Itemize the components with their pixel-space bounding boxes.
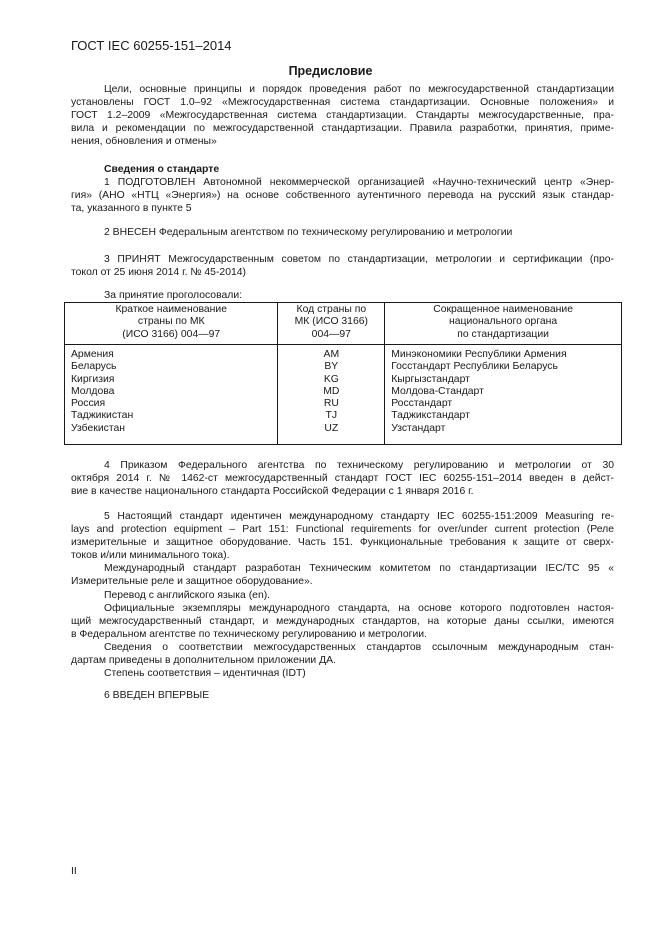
text-line: 5 Настоящий стандарт идентичен международному стандарту IEC 60255-151:2009 Measuring re- [104, 511, 614, 522]
table-cell: Узбекистан [71, 422, 125, 434]
table-cell: KG [323, 373, 339, 385]
table-cell: Киргизия [71, 373, 115, 385]
header-line: (ИСО 3166) 004—97 [122, 328, 221, 340]
header-country-code [278, 303, 385, 345]
header-line: страны по МК [137, 316, 205, 328]
table-cell: Росстандарт [391, 398, 453, 410]
country-name-column [65, 345, 278, 445]
item-3-paragraph [71, 253, 614, 279]
header-line: Код страны по [296, 304, 367, 315]
text-line: Сведения о соответствии межгосударственных стандартов ссылочным международным стан- [104, 641, 614, 653]
standards-body-column [385, 345, 622, 445]
table-cell: Таджикстандарт [391, 410, 470, 422]
table-cell: Армения [71, 349, 114, 360]
table-cell: Минэкономики Республики Армения [391, 349, 567, 360]
header-line: 004—97 [311, 328, 351, 340]
table-cell: MD [323, 385, 340, 397]
table-cell: RU [323, 398, 339, 410]
text-line: установлены ГОСТ 1.0–92 «Межгосударственная система стандартизации. Основные положения» и [71, 97, 614, 109]
vote-caption [71, 289, 614, 302]
text-line: вие в качестве национального стандарта Российской Федерации с 1 января 2016 г. [71, 486, 474, 498]
header-country-name [65, 303, 278, 345]
table-cell: Беларусь [71, 361, 117, 373]
table-cell: Таджикистан [71, 410, 134, 422]
page-title: Предисловие [288, 64, 373, 78]
table-header-row [65, 303, 622, 345]
text-line: в Федеральном агентстве по техническому регулированию и метрологии. [71, 628, 427, 640]
table-cell: TJ [325, 410, 338, 422]
voting-table [64, 302, 622, 445]
text-line: гия» (АНО «НТЦ «Энергия») на основе собственного аутентичного перевода на русский язык стандар- [71, 190, 614, 202]
text-line: Измерительные реле и защитное оборудование». [71, 576, 313, 588]
table-cell: BY [324, 361, 339, 373]
text-line: 3 ПРИНЯТ Межгосударственным советом по стандартизации, метрологии и сертификации (про- [104, 254, 614, 265]
page-number: II [71, 866, 77, 877]
text-line: ГОСТ 1.2–2009 «Межгосударственная система стандартизации. Стандарты межгосударственные, пра- [71, 110, 614, 122]
text-line: Международный стандарт разработан Техническим комитетом по стандартизации IEC/TC 95 « [104, 563, 614, 575]
text-line: токов и/или минимального тока). [71, 550, 230, 562]
item-2-paragraph [71, 226, 614, 239]
text-line: дартам приведены в дополнительном приложении ДА. [71, 655, 336, 667]
item-6-paragraph [71, 689, 614, 702]
text-line: 1 ПОДГОТОВЛЕН Автономной некоммерческой организацией «Научно-технический центр «Энер- [104, 177, 614, 189]
item-4-paragraph [71, 459, 614, 498]
text-line: Официальные экземпляры международного стандарта, на основе которого подготовлен настоя- [104, 602, 614, 614]
header-line: по стандартизации [457, 328, 549, 340]
text-line: та, указанного в пункте 5 [71, 203, 192, 215]
table-cell: Кыргызстандарт [391, 373, 470, 385]
section-heading: Сведения о стандарте [104, 164, 220, 175]
table-cell: Молдова [71, 385, 115, 397]
text-line: 6 ВВЕДЕН ВПЕРВЫЕ [104, 690, 210, 701]
table-cell: Узстандарт [391, 422, 446, 434]
text-line: Цели, основные принципы и порядок проведения работ по межгосударственной стандартизации [104, 84, 614, 95]
text-line: нения, обновления и отмены» [71, 136, 217, 148]
table-cell: Молдова-Стандарт [391, 385, 484, 397]
intro-paragraph [71, 83, 614, 148]
standard-info-section [71, 163, 614, 215]
text-line: Перевод с английского языка (en). [104, 589, 271, 601]
table-cell: Госстандарт Республики Беларусь [391, 361, 558, 373]
text-line: вила и рекомендации по межгосударственной стандартизации. Правила разработки, принятия, приме- [71, 123, 614, 135]
table-body-row [65, 345, 622, 445]
country-code-column [278, 345, 385, 445]
text-line: Степень соответствия – идентичная (IDT) [104, 668, 306, 680]
header-line: Сокращенное наименование [433, 304, 573, 315]
text-line: токол от 25 июня 2014 г. № 45-2014) [71, 267, 246, 279]
item-5-paragraph [71, 510, 614, 680]
table-cell: AM [323, 349, 340, 360]
table-cell: UZ [324, 422, 339, 434]
text-line: За принятие проголосовали: [104, 290, 243, 301]
text-line: октября 2014 г. № 1462-ст межгосударственный стандарт ГОСТ IEC 60255-151–2014 введен в дейст- [71, 473, 614, 485]
header-line: МК (ИСО 3166) [294, 316, 368, 328]
header-standards-body [385, 303, 622, 345]
header-line: Краткое наименование [115, 304, 227, 315]
table-cell: Россия [71, 398, 106, 410]
document-header: ГОСТ IEC 60255-151–2014 [71, 38, 232, 53]
text-line: щий межгосударственный стандарт, и международных стандартов, на которые даны ссылки, имеются [71, 615, 614, 627]
text-line: 4 Приказом Федерального агентства по техническому регулированию и метрологии от 30 [104, 460, 614, 471]
text-line: 2 ВНЕСЕН Федеральным агентством по техническому регулированию и метрологии [104, 227, 513, 238]
text-line: измерительные и защитное оборудование. Часть 151. Функциональные требования к защите от сверх- [71, 537, 614, 549]
text-line: lays and protection equipment – Part 151: Functional requirements for over/under current protection (Реле [71, 524, 614, 536]
header-line: национального органа [448, 316, 558, 328]
